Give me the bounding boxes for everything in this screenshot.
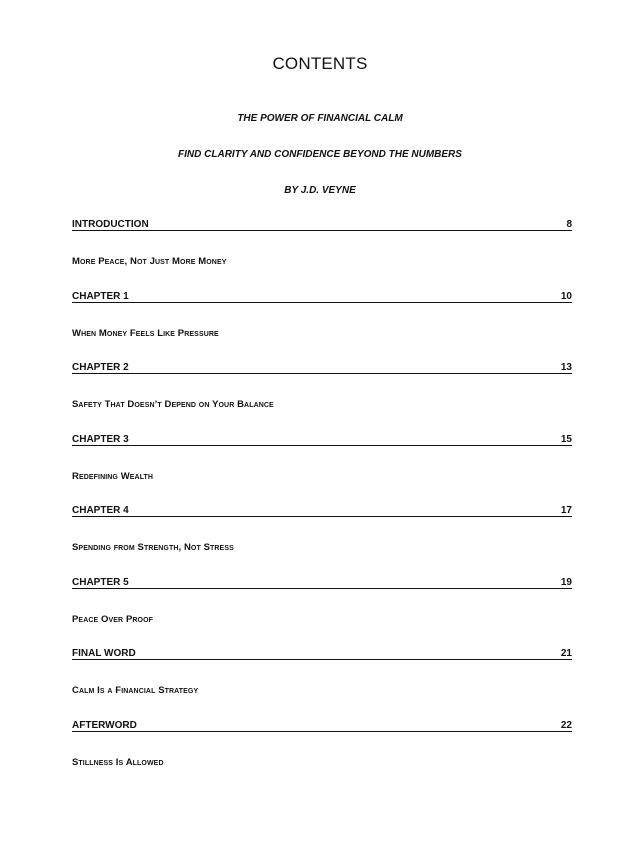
toc-entry-label[interactable]: CHAPTER 5 <box>72 576 129 588</box>
toc-leader-line <box>72 373 572 374</box>
toc-leader-line <box>72 302 572 303</box>
toc-entry-description: Safety That Doesn’t Depend on Your Balance <box>72 399 274 410</box>
toc-entry-description: More Peace, Not Just More Money <box>72 256 227 267</box>
toc-entry-label[interactable]: AFTERWORD <box>72 719 137 731</box>
toc-entry-label[interactable]: CHAPTER 1 <box>72 290 129 302</box>
toc-leader-line <box>72 588 572 589</box>
toc-entry-chapter-4 <box>72 505 572 577</box>
table-of-contents <box>72 219 572 791</box>
toc-entry-row[interactable] <box>72 577 572 590</box>
toc-entry-page-number: 10 <box>560 290 572 302</box>
toc-entry-final-word <box>72 648 572 720</box>
book-byline: BY J.D. VEYNE <box>284 185 356 196</box>
toc-entry-description: Calm Is a Financial Strategy <box>72 685 199 696</box>
toc-entry-label[interactable]: CHAPTER 2 <box>72 362 129 373</box>
toc-entry-description: Peace Over Proof <box>72 613 154 625</box>
toc-entry-label[interactable]: FINAL WORD <box>72 648 136 659</box>
toc-leader-line <box>72 731 572 732</box>
toc-entry-page-number: 13 <box>560 362 572 373</box>
toc-entry-row[interactable] <box>72 434 572 447</box>
toc-entry-description: Spending from Strength, Not Stress <box>72 542 234 553</box>
toc-entry-label[interactable]: CHAPTER 4 <box>72 505 129 516</box>
toc-leader-line <box>72 659 572 660</box>
toc-entry-introduction <box>72 219 572 291</box>
toc-entry-page-number: 19 <box>560 576 572 588</box>
toc-entry-label[interactable]: INTRODUCTION <box>72 219 149 230</box>
toc-entry-chapter-2 <box>72 362 572 434</box>
toc-entry-row[interactable] <box>72 648 572 661</box>
toc-leader-line <box>72 445 572 446</box>
toc-entry-row[interactable] <box>72 505 572 518</box>
book-subtitle: FIND CLARITY AND CONFIDENCE BEYOND THE NUMBERS <box>178 149 462 160</box>
toc-entry-page-number: 8 <box>566 219 572 230</box>
toc-entry-description: Stillness Is Allowed <box>72 756 164 768</box>
toc-entry-page-number: 22 <box>560 719 572 731</box>
toc-entry-description: When Money Feels Like Pressure <box>72 327 219 339</box>
book-title: THE POWER OF FINANCIAL CALM <box>237 113 403 124</box>
toc-entry-description: Redefining Wealth <box>72 470 154 482</box>
toc-entry-chapter-5 <box>72 577 572 649</box>
toc-entry-page-number: 17 <box>560 505 572 516</box>
toc-entry-afterword <box>72 720 572 792</box>
toc-entry-chapter-3 <box>72 434 572 506</box>
toc-entry-page-number: 15 <box>560 433 572 445</box>
toc-leader-line <box>72 516 572 517</box>
toc-entry-page-number: 21 <box>560 648 572 659</box>
toc-entry-row[interactable] <box>72 720 572 733</box>
toc-entry-row[interactable] <box>72 219 572 232</box>
toc-entry-row[interactable] <box>72 362 572 375</box>
contents-heading: CONTENTS <box>272 54 368 73</box>
toc-entry-label[interactable]: CHAPTER 3 <box>72 433 129 445</box>
toc-entry-row[interactable] <box>72 291 572 304</box>
toc-entry-chapter-1 <box>72 291 572 363</box>
toc-leader-line <box>72 230 572 231</box>
